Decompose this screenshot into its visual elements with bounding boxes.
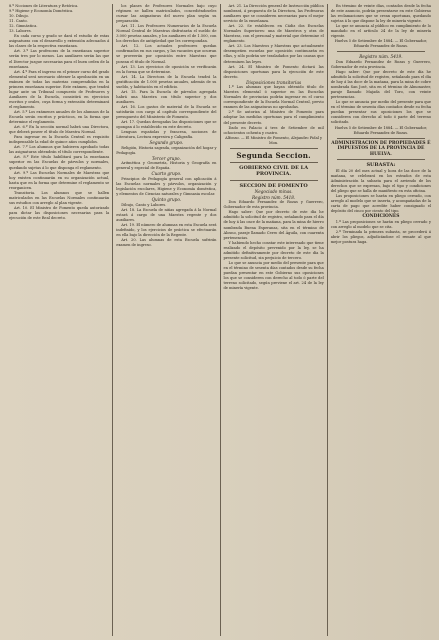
signature-line: Huelva 5 de Setiembre de 1884. — El Gobernador, Eduardo Fernandez de Rozas. [334,39,427,49]
paragraph: Lo que se anuncia por medio del presente para que en el término de sesenta días contados desde su fecha puedan presentar sus oposiciones los que se consideren con derecho al todo ó parte del terreno solicitado. [330,100,431,125]
paragraph: 13. Labores. [9,29,32,34]
paragraph: En término de veinte días, contados desde la fecha de este anuncio, podrán presentarse en este Gobierno las reclamaciones que se crean oportunas, quedando sujetas á lo que dispone la ley de minería vigente. [330,4,431,24]
paragraph: 2.ª Se autoriza al Ministro de Fomento para adoptar las medidas oportunas para el cumplimiento del presente decreto. [223,110,324,125]
divider [230,162,318,163]
column-2 [112,4,219,636]
paragraph: Art. 16. Los gastos de material de la Escuela se satisfarán con cargo al capítulo correspondiente del presupuesto del Ministerio de Fomento. [116,104,217,120]
paragraph: Principios de Pedagogía general con aplicación á las Escuelas normales y párvulos, organización y legislación escolares, Higiene y Economía doméstica, y elementos de Ciencias naturales y Gimnasia escolar. [116,176,217,197]
paragraph: Art. 21. La Dirección general de Instrucción pública nombrará, á propuesta de la Directora, las Profesoras auxiliares que se consideren necesarias para el mejor servicio de la enseñanza. [223,4,324,24]
paragraph: 9.º Higiene y Economía Doméstica. [9,9,74,14]
column-1 [6,4,112,636]
paragraph: 12. Gimnástica. [9,24,38,29]
paragraph: Art. 4.º Para el ingreso en el primer curso del grado elemental será necesario obtener la aprobación en un exámen de todas las materias comprendidas en la primera enseñanza superior. Este exámen, que tendrá lugar ante un Tribunal compuesto de Profesores y Auxiliares de la Escuela, consistirá en ejercicios escritos y orales, cuya forma y extensión determinará el reglamento. [9,69,110,109]
section-subheading: Disposiciones transitorias [246,79,302,85]
paragraph: Art. 9.º Las Escuelas Normales de Maestras que hoy existen continuarán en su organización actual, hasta que en la forma que determine el reglamento se reorganicen. [9,170,110,190]
divider [230,148,318,149]
paragraph: Hago saber: Que por decreto de este día he admitido la solicitud de registro, señalando para el día de hoy á las doce de la mañana, para la mina de cobre nombrada San José, sita en el término de Almonaster, paraje llamado Majada del Toro, con veinte pertenencias. [330,70,431,100]
paragraph: 11. Canto. [9,19,28,24]
registro-heading: Registro núm. 5418. [251,194,296,200]
paragraph: Art. 23. Los Maestros y Maestras que actualmente desempeñen escuelas por oposición continuarán en ellas, y sólo podrán ser trasladados por las causas que determinen las leyes. [223,44,324,64]
paragraph: Lo que se anuncia por medio del presente para que en el término de sesenta días contados desde su fecha puedan presentar en este Gobierno sus oposiciones los que se consideren con derecho al todo ó parte del terreno solicitado, según previene el art. 24 de la ley de minería vigente. [223,260,324,291]
paragraph: Y habiendo hecho constar este interesado que tiene realizado el depósito prevenido por la ley, se ha admitido definitivamente por decreto de este día la presente solicitud, sin perjuicio de tercero. [223,240,324,260]
paragraph: Transitoria. Los alumnos que se hallen matriculados en las Escuelas Normales continuarán sus estudios con arreglo al plan vigente. [9,190,110,205]
paragraph: Art. 13. Los ejercicios de oposición se verificarán en la forma que se determine. [116,64,217,74]
paragraph: Lenguas españolas y francesa, nociones de Literatura, Lectura expresiva y Caligrafía. [116,130,217,140]
paragraph: 8.º Nociones de Literatura y Retórica. [9,4,79,8]
paragraph: Don Eduardo Fernandez de Rozas y Guerrero, Gobernador de esta provincia. [223,200,324,210]
divider [337,159,425,160]
column-3 [220,4,327,636]
paragraph: Art. 17. Quedan derogadas las disposiciones que se opongan á lo establecido en este decreto. [116,120,217,130]
paragraph: Las proposiciones se harán en pliego cerrado, con arreglo al modelo que se inserta, y acompañadas de la carta de pago que acredite haber consignado el depósito del cinco por ciento del tipo. [330,194,431,214]
subasta-heading: SUBASTA: [366,162,396,169]
paragraph: Art. 24. El Ministro de Fomento dictará las disposiciones oportunas para la ejecución de este decreto. [223,64,324,79]
negociado-heading: Negociado minas. [254,189,293,195]
paragraph: El día 20 del mes actual y hora de las doce de la mañana, se celebrará en los estrados de esta Administración la subasta para el arriendo de los derechos que se expresan, bajo el tipo y condiciones del pliego que se halla de manifiesto en esta oficina. [330,168,431,194]
paragraph: Art. 15. Para la Escuela de párvulos agregada habrá una Maestra con título superior y dos auxiliares. [116,89,217,104]
paragraph: Art. 11. Los Profesores Numerarios de la Escuela Normal Central de Maestras disfrutarán el sueldo de 3.000 pesetas anuales, y los auxiliares el de 1.500, con los derechos de antigüedad que les correspondan. [116,24,217,44]
signature-line: Huelva 5 de Setiembre de 1884. — El Gobernador, Eduardo Fernandez de Rozas. [334,125,427,135]
paragraph: 1.ª Las proposiciones se harán en pliego cerrado y con arreglo al modelo que se cita. [330,219,431,229]
paragraph: Hago saber: Que por decreto de este día he admitido la solicitud de registro, señalando para el día de hoy á las once de la mañana, para la mina de hierro nombrada Buena Esperanza, sita en el término de Alosno, paraje llamado Cerro del Águila, con cuarenta pertenencias. [223,210,324,240]
group-heading: Tercer grupo. [151,155,181,161]
paragraph: Art. 22. Se establecen en Cádiz dos Escuelas Normales Superiores: una de Maestros y otra de Maestras, con el personal y material que determine el reglamento. [223,24,324,44]
paragraph: Aritmética y Geometría, Historia y Geografía en general y especial de España. [116,161,217,171]
paragraph: Dibujo, Canto y Labores. [121,202,167,207]
paragraph: Religión, Historia sagrada, organización del hogar y Pedagogía. [116,145,217,155]
paragraph: Art. 18. La Escuela de niñas agregada á la Normal estará á cargo de una Maestra regente y dos auxiliares. [116,207,217,222]
group-heading: Segundo grupo. [149,140,184,146]
column-4 [327,4,434,636]
paragraph: Art. 10. El Ministro de Fomento queda autorizado para dictar las disposiciones necesarias para la ejecución de este Real decreto. [9,205,110,220]
paragraph: Art. 19. El número de alumnas en esta Escuela será indefinido, y los ejercicios de práctica se efectuarán en ella bajo la dirección de la Regente. [116,222,217,237]
paragraph: 10. Dibujo. [9,14,29,19]
paragraph: Dado en Palacio á tres de Setiembre de mil ochocientos ochenta y cuatro. [223,125,324,135]
paragraph: Art. 3.º Las profesoras de la enseñanza superior serán tres por lo menos. Las auxiliares serán las que el Director juzgue necesarias para el buen orden de la enseñanza. [9,49,110,69]
admin-heading: ADMINISTRACION DE PROPIEDADES É IMPUESTOS DE LA PROVINCIA DE HUELVA. [331,140,431,157]
section-heading: Segunda Seccion. [236,150,311,160]
paragraph: Lo que se anuncia al público en cumplimiento de lo mandado en el artículo 24 de la ley de minería vigente. [330,24,431,39]
divider [337,51,425,52]
group-heading: Quinto grupo. [151,197,182,203]
signature-line: Alfonso. — El Ministro de Fomento, Alejandro Pidal y Mon. [225,135,323,145]
paragraph: 2.ª Terminada la primera subasta, se procederá á abrir los pliegos, adjudicándose el remate al que mejor postura haga. [330,230,431,245]
registro-heading: Registro núm. 5419. [359,54,403,60]
group-heading: Cuarto grupo. [151,171,182,177]
paragraph: Art. 12. Los actuales profesores quedan confirmados en sus cargos, y las vacantes que ocurran se proveerán por oposición entre Maestras que posean el título de Normal. [116,44,217,64]
paragraph: Art. 14. La Directora de la Escuela tendrá la gratificación de 1.000 pesetas anuales, además de su sueldo, y habitación en el edificio. [116,74,217,89]
paragraph: Art. 6.º En la sección normal habrá una Directora, que deberá poseer el título de Maestra Normal. [9,125,110,135]
fomento-heading: SECCION DE FOMENTO [239,182,308,189]
paragraph: Don Eduardo Fernandez de Rozas y Guerrero, Gobernador de esta provincia. [330,59,431,69]
gobierno-heading: GOBIERNO CIVIL DE LA PROVINCIA. [239,164,309,178]
paragraph: Para ingresar en la Escuela Central es requisito indispensable la edad de quince años cumplidos. [9,135,110,145]
paragraph: En cada curso y grado se dará el estudio de estas asignaturas con el desarrollo y extensión adecuados á las clases de la respectiva enseñanza. [9,34,110,49]
page-columns [6,4,434,636]
paragraph: los planes de Profesores Normales bajo cuyo régimen se hallen matriculados, concediéndoseles cursar las asignaturas del nuevo plan según su preparación. [116,4,217,24]
divider [337,138,425,139]
paragraph: Art. 8.º Este título habilitará para la enseñanza superior en las Escuelas de párvulos y normales, quedando sujetas á lo que disponga el reglamento. [9,155,110,170]
paragraph: Art. 5.º Los exámenes anuales de los alumnos de la Escuela serán escritos y prácticos, en la forma que determine el reglamento. [9,109,110,125]
condiciones-heading: CONDICIONES [362,214,400,220]
paragraph: 1.ª Las alumnas que hayan obtenido título de Maestra elemental ó superior en las Escuelas Normales de provincias podrán ingresar en el curso correspondiente de la Escuela Normal Central, previo examen de las asignaturas no aprobadas. [223,85,324,110]
paragraph: Art. 20. Las alumnas de esta Escuela sufrirán examen de ingreso. [116,237,217,248]
paragraph: Art. 7.º Los alumnos que hubieren aprobado todas las asignaturas obtendrán el título correspondiente. [9,145,110,155]
divider [230,180,318,181]
